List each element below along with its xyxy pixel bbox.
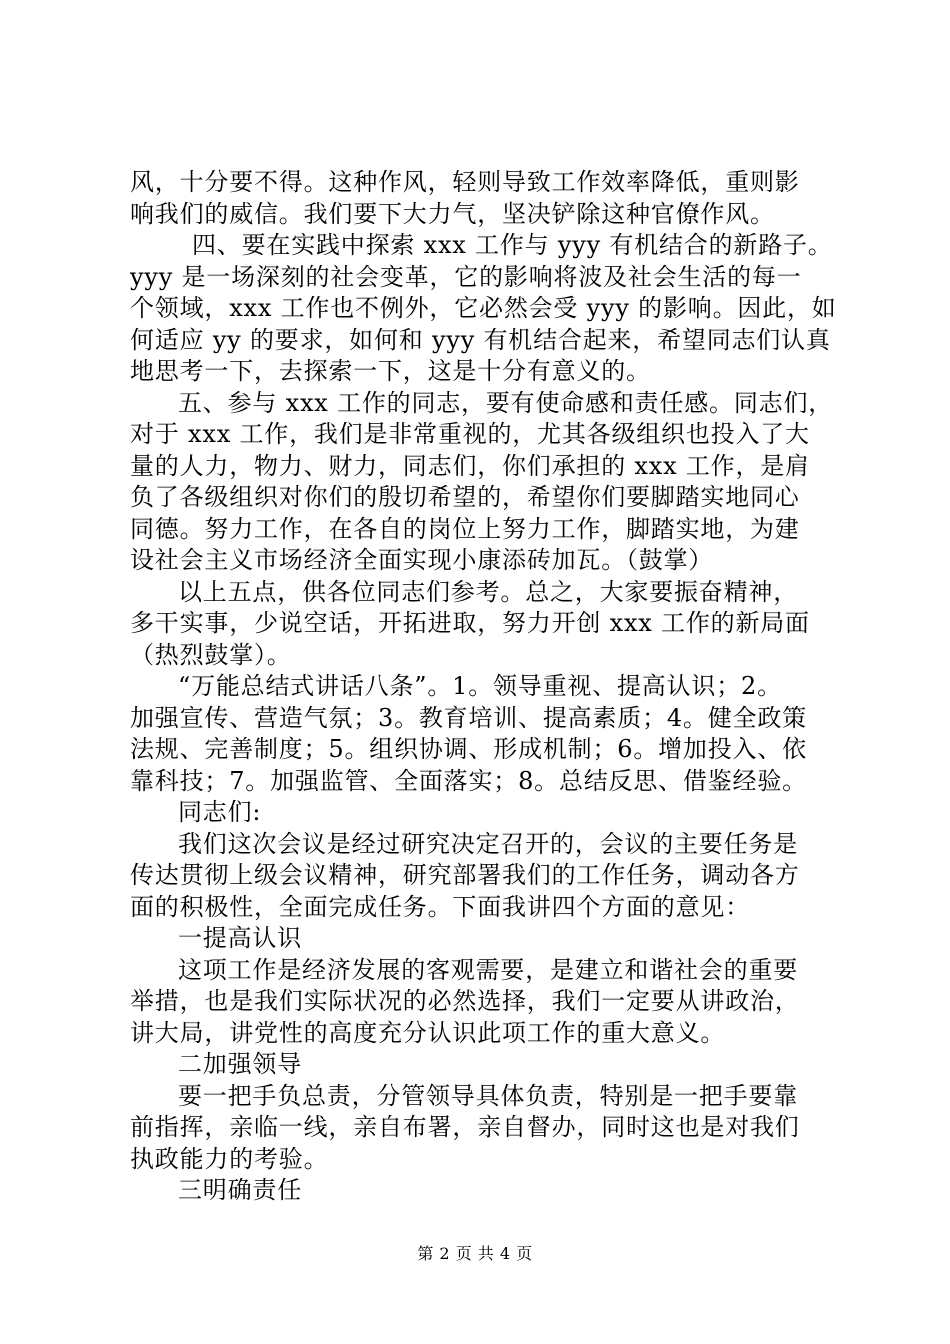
page-footer [0, 1244, 950, 1264]
text-line: 同德。努力工作，在各自的岗位上努力工作，脚踏实地，为建 [130, 514, 800, 543]
paragraph-start: 要一把手负总责，分管领导具体负责，特别是一把手要靠 [178, 1081, 798, 1110]
paragraph-start: 我们这次会议是经过研究决定召开的，会议的主要任务是 [178, 829, 798, 858]
text-line: 执政能力的考验。 [130, 1144, 329, 1173]
paragraph-start: “万能总结式讲话八条”。1。领导重视、提高认识；2。 [178, 672, 782, 700]
subheading-2: 二加强领导 [178, 1050, 302, 1078]
section-heading-5: 五、参与 xxx 工作的同志，要有使命感和责任感。同志们， [178, 388, 834, 417]
subheading-3: 三明确责任 [178, 1176, 302, 1204]
text-line: 举措，也是我们实际状况的必然选择，我们一定要从讲政治， [130, 987, 800, 1015]
text-line: （热烈鼓掌）。 [130, 640, 292, 669]
section-heading-4: 四、要在实践中探索 xxx 工作与 yyy 有机结合的新路子。 [192, 231, 833, 259]
text-line: 设社会主义市场经济全面实现小康添砖加瓦。（鼓掌） [130, 546, 714, 574]
paragraph-start: 以上五点，供各位同志们参考。总之，大家要振奋精神， [178, 577, 798, 606]
text-line: 响我们的威信。我们要下大力气，坚决铲除这种官僚作风。 [130, 199, 775, 228]
text-line: 靠科技；7。加强监管、全面落实；8。总结反思、借鉴经验。 [130, 766, 807, 795]
text-line: 加强宣传、营造气氛；3。教育培训、提高素质；4。健全政策 [130, 703, 807, 732]
text-line: 对于 xxx 工作，我们是非常重视的，尤其各级组织也投入了大 [130, 420, 810, 448]
body-text [130, 167, 837, 1207]
text-line: 风，十分要不得。这种作风，轻则导致工作效率降低，重则影 [130, 168, 800, 196]
text-line: 量的人力，物力、财力，同志们，你们承担的 xxx 工作，是肩 [130, 451, 810, 480]
subheading-1: 一提高认识 [178, 924, 302, 952]
text-line: 地思考一下，去探索一下，这是十分有意义的。 [130, 357, 651, 385]
text-line: 多干实事，少说空话，开拓进取，努力开创 xxx 工作的新局面 [130, 609, 810, 637]
text-line: 面的积极性，全面完成任务。下面我讲四个方面的意见： [130, 892, 750, 921]
text-line: 讲大局，讲党性的高度充分认识此项工作的重大意义。 [130, 1018, 726, 1047]
text-line: 传达贯彻上级会议精神，研究部署我们的工作任务，调动各方 [130, 861, 800, 889]
salutation: 同志们: [178, 798, 262, 826]
text-line: 个领域，xxx 工作也不例外，它必然会受 yyy 的影响。因此，如 [130, 294, 837, 322]
page-number: 第 2 页 共 4 页 [417, 1244, 533, 1263]
text-line: yyy 是一场深刻的社会变革，它的影响将波及社会生活的每一 [130, 262, 802, 291]
text-line: 何适应 yy 的要求，如何和 yyy 有机结合起来，希望同志们认真 [130, 325, 831, 354]
text-line: 前指挥，亲临一线，亲自布署，亲自督办，同时这也是对我们 [130, 1113, 800, 1141]
text-line: 负了各级组织对你们的殷切希望的，希望你们要脚踏实地同心 [130, 483, 800, 511]
text-line: 法规、完善制度；5。组织协调、形成机制；6。增加投入、依 [130, 735, 807, 763]
paragraph-start: 这项工作是经济发展的客观需要，是建立和谐社会的重要 [178, 955, 798, 984]
